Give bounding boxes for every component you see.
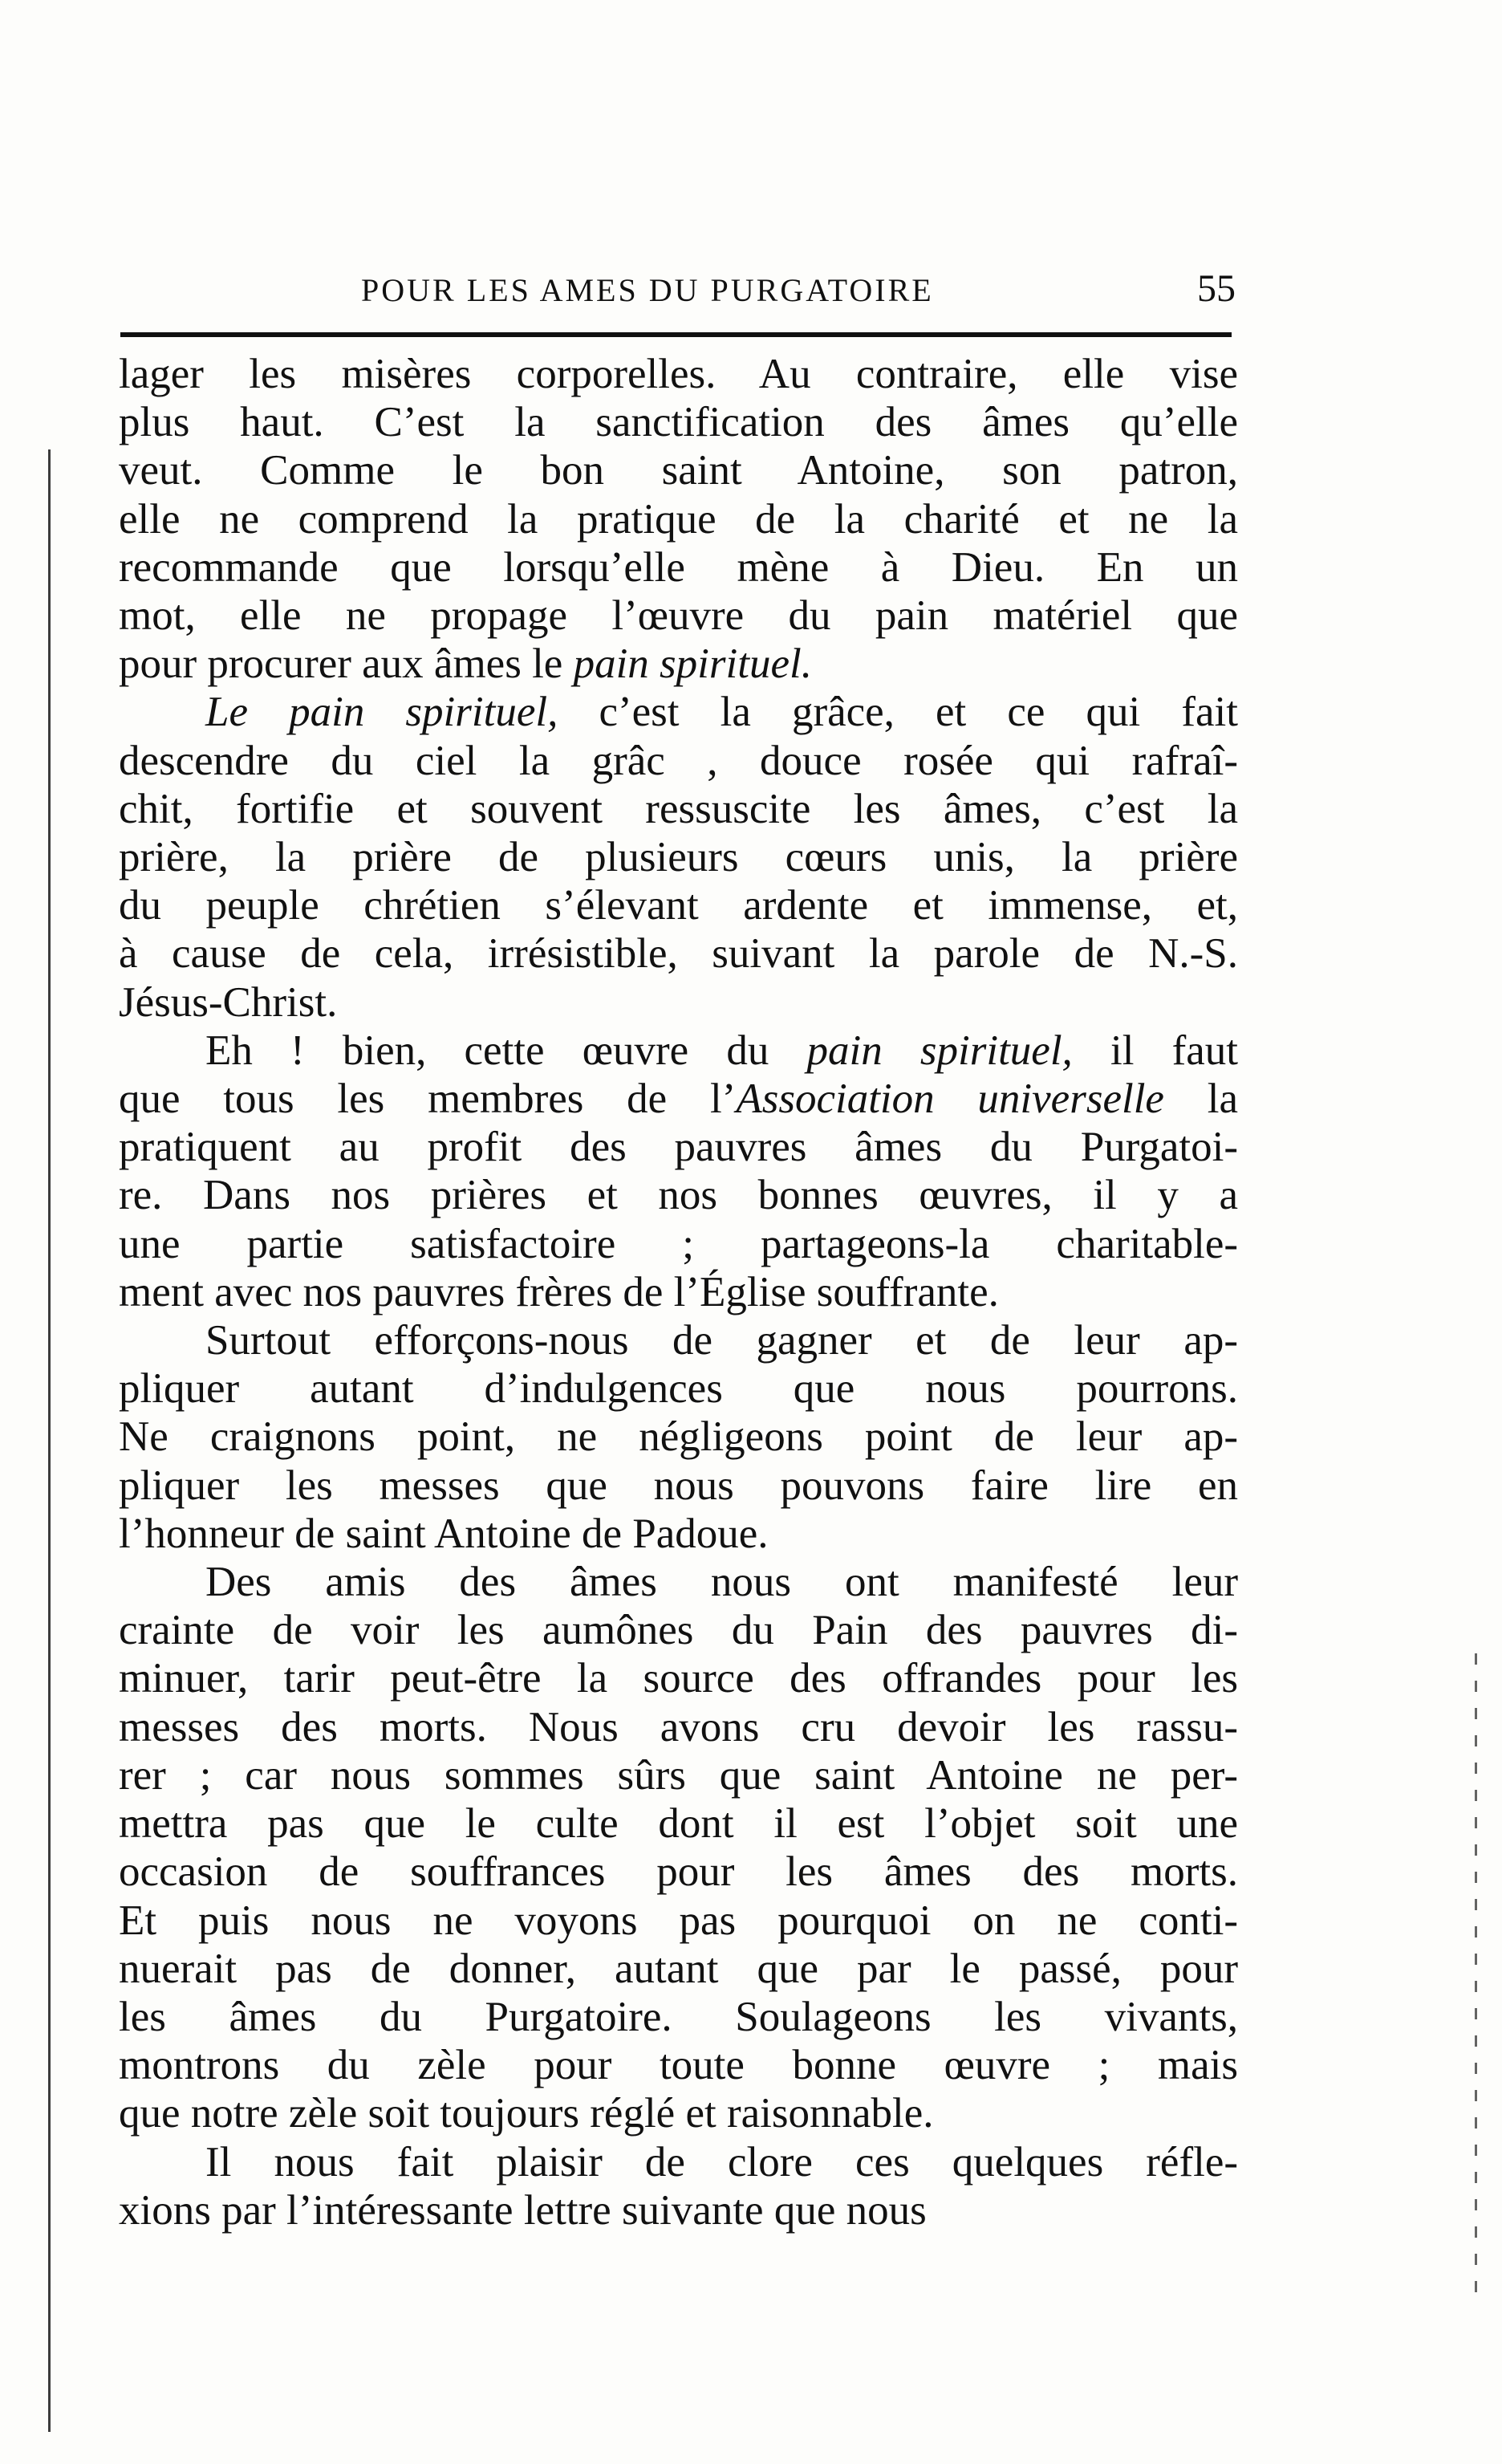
text-line [119,978,1238,1027]
text-line [119,2186,1238,2234]
text-run: les âmes du Purgatoire. Soulageons les vivants, [119,1993,1238,2040]
text-run: c’est la grâce, et ce qui fait [558,689,1238,736]
text-run: pliquer les messes que nous pouvons faire lire en [119,1462,1238,1509]
text-run: Et puis nous ne voyons pas pourquoi on ne conti- [119,1897,1238,1944]
text-run: lager les misères corporelles. Au contraire, elle vise [119,351,1238,397]
italic-run: pain spirituel. [573,640,812,688]
text-run: crainte de voir les aumônes du Pain des pauvres di- [119,1607,1238,1654]
text-line [119,1220,1238,1268]
text-line [119,737,1238,785]
text-line [119,592,1238,640]
text-run: plus haut. C’est la sanctification des âmes qu’elle [119,399,1238,446]
text-run: mot, elle ne propage l’œuvre du pain matériel que [119,592,1238,640]
text-run: prière, la prière de plusieurs cœurs unis, la prière [119,834,1238,881]
text-run: pliquer autant d’indulgences que nous pourrons. [119,1365,1238,1413]
text-line [119,1703,1238,1751]
text-run: montrons du zèle pour toute bonne œuvre ; mais [119,2042,1238,2089]
text-line [119,398,1238,446]
text-run: pratiquent au profit des pauvres âmes du Purgatoi- [119,1124,1238,1171]
text-line [119,785,1238,833]
italic-run: Le pain spirituel, [205,689,558,736]
text-run: xions par l’intéressante lettre suivante que nous [119,2186,927,2234]
text-run: Surtout efforçons-nous de gagner et de leur ap- [205,1317,1238,1364]
text-line [119,1171,1238,1219]
text-run: messes des morts. Nous avons cru devoir les rassu- [119,1703,1238,1750]
text-line [119,1268,1238,1316]
text-line [119,640,1238,688]
text-line [119,1123,1238,1171]
text-run: que notre zèle soit toujours réglé et raisonnable. [119,2090,934,2137]
text-line [119,2089,1238,2137]
text-line [119,929,1238,978]
page-edge-shadow-left [48,449,51,2432]
text-run: l’honneur de saint Antoine de Padoue. [119,1510,769,1557]
text-run: minuer, tarir peut-être la source des offrandes pour les [119,1655,1238,1702]
italic-run: pain spirituel, [806,1027,1073,1074]
text-run: elle ne comprend la pratique de la charité et ne la [119,495,1238,543]
text-run: Eh ! bien, cette œuvre du [205,1027,807,1074]
text-line [119,881,1238,929]
text-run: chit, fortifie et souvent ressuscite les âmes, c’est la [119,785,1238,832]
text-run: que tous les membres de l’ [119,1075,737,1123]
text-run: nuerait pas de donner, autant que par le passé, pour [119,1945,1238,1992]
text-run: Jésus-Christ. [119,978,338,1026]
text-run: re. Dans nos prières et nos bonnes œuvres, il y a [119,1172,1238,1219]
text-line [119,1027,1238,1075]
text-line [119,1462,1238,1510]
text-line [119,1945,1238,1993]
text-run: du peuple chrétien s’élevant ardente et immense, et, [119,882,1238,929]
text-run: mettra pas que le culte dont il est l’objet soit une [119,1800,1238,1848]
text-line [119,688,1238,736]
text-line [119,1751,1238,1799]
text-run: ment avec nos pauvres frères de l’Église souffrante. [119,1268,999,1315]
text-line [119,1316,1238,1364]
text-run: Il nous fait plaisir de clore ces quelques réfle- [205,2138,1238,2185]
text-line [119,350,1238,398]
text-line [119,1993,1238,2041]
text-line [119,1654,1238,1702]
page-edge-shadow-right [1475,1653,1477,2295]
running-head: POUR LES AMES DU PURGATOIRE [361,272,934,308]
text-line [119,1413,1238,1461]
text-run: descendre du ciel la grâc , douce rosée qui rafraî- [119,737,1238,784]
header-rule [120,332,1232,337]
italic-run: Association universelle [736,1075,1164,1123]
text-run: pour procurer aux âmes le [119,640,574,688]
text-line [119,1848,1238,1896]
text-line [119,1606,1238,1654]
text-line [119,1897,1238,1945]
text-run: veut. Comme le bon saint Antoine, son patron, [119,447,1238,494]
page-header [120,267,1236,327]
text-line [119,1364,1238,1413]
text-run: la [1163,1075,1238,1123]
text-line [119,1510,1238,1558]
text-run: occasion de souffrances pour les âmes des morts. [119,1848,1238,1896]
text-line [119,833,1238,881]
text-run: il faut [1072,1027,1238,1074]
text-run: à cause de cela, irrésistible, suivant la parole de N.-S. [119,930,1238,978]
page-number: 55 [1197,267,1236,310]
text-line [119,543,1238,592]
text-line [119,446,1238,494]
text-run: Ne craignons point, ne négligeons point de leur ap- [119,1413,1238,1461]
text-line [119,1075,1238,1123]
text-run: Des amis des âmes nous ont manifesté leur [205,1559,1238,1606]
text-run: une partie satisfactoire ; partageons-la charitable- [119,1220,1238,1267]
text-line [119,1799,1238,1848]
text-run: rer ; car nous sommes sûrs que saint Antoine ne per- [119,1751,1238,1799]
text-line [119,495,1238,543]
text-run: recommande que lorsqu’elle mène à Dieu. En un [119,543,1238,591]
body-text [119,350,1238,2234]
text-line [119,2138,1238,2186]
text-line [119,1558,1238,1606]
text-line [119,2041,1238,2089]
